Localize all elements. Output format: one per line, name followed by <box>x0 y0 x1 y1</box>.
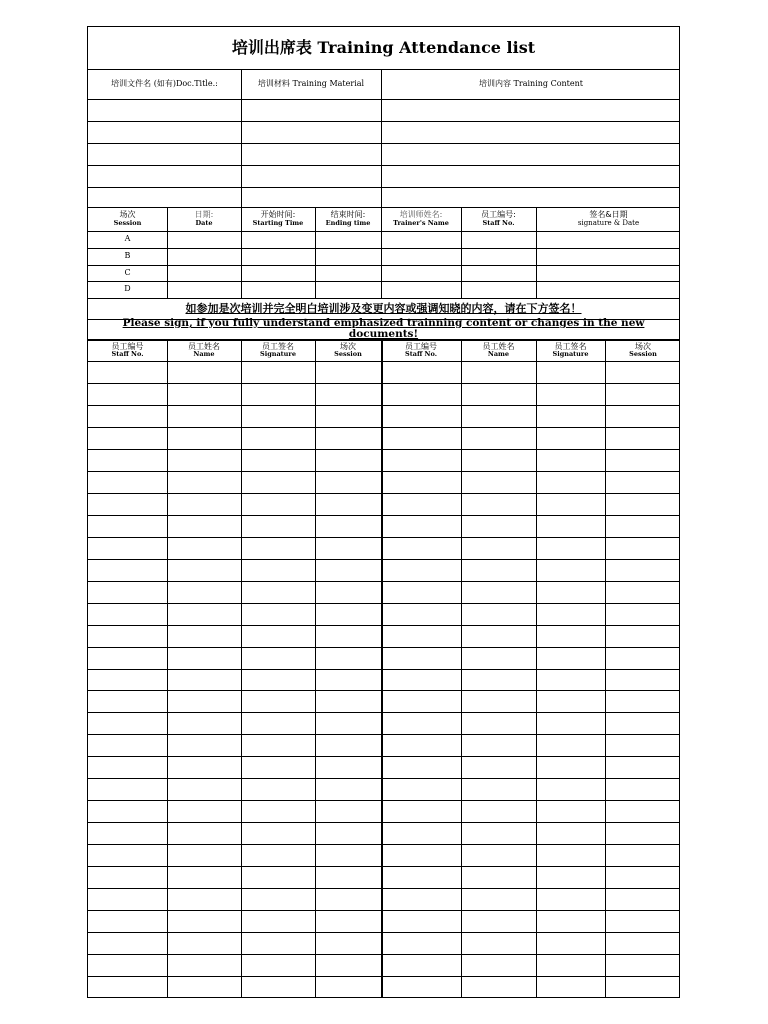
session-header-cell: 签名&日期 signature & Date <box>577 210 640 227</box>
session-label: A <box>124 234 131 244</box>
attendance-row[interactable] <box>88 976 679 998</box>
attendance-header-cell: 员工姓名 Name <box>188 341 220 359</box>
form-title: 培训出席表 Training Attendance list <box>231 37 536 57</box>
attendance-row[interactable] <box>88 910 679 932</box>
attendance-row[interactable] <box>88 690 679 712</box>
content-header: 培训内容 Training Content <box>479 78 583 88</box>
session-header-cell: 结束时间: Ending time <box>325 210 371 227</box>
attendance-header-cell: 员工签名 Signature <box>260 341 296 359</box>
attendance-row[interactable] <box>88 734 679 756</box>
attendance-form <box>87 26 680 998</box>
attendance-header-cell: 员工编号 Staff No. <box>111 341 144 359</box>
attendance-row[interactable] <box>88 427 679 449</box>
session-header-cell: 开始时间: Starting Time <box>252 210 304 227</box>
attendance-header-cell: 员工编号 Staff No. <box>405 341 437 359</box>
attendance-row[interactable] <box>88 932 679 954</box>
session-header-cell: 员工编号: Staff No. <box>481 210 516 227</box>
attendance-row[interactable] <box>88 822 679 844</box>
attendance-row[interactable] <box>88 405 679 427</box>
attendance-row[interactable] <box>88 471 679 493</box>
attendance-row[interactable] <box>88 954 679 976</box>
doc-title-header: 培训文件名 (如有)Doc.Title.: <box>111 78 218 88</box>
session-header-cell: 培训师姓名: Trainer's Name <box>393 210 449 227</box>
attendance-row[interactable] <box>88 559 679 581</box>
attendance-row[interactable] <box>88 647 679 669</box>
attendance-row[interactable] <box>88 581 679 603</box>
attendance-row[interactable] <box>88 844 679 866</box>
material-header: 培训材料 Training Material <box>257 78 365 88</box>
attendance-row[interactable] <box>88 800 679 822</box>
attendance-row[interactable] <box>88 669 679 691</box>
session-label: D <box>124 284 131 294</box>
attendance-header-cell: 场次 Session <box>629 341 657 359</box>
notice-english: Please sign, if you fully understand emphasized trainning content or changes in the new documents! <box>122 316 645 340</box>
attendance-row[interactable] <box>88 515 679 537</box>
attendance-header-cell: 员工姓名 Name <box>482 341 515 359</box>
attendance-row[interactable] <box>88 888 679 910</box>
session-label: C <box>124 267 131 277</box>
attendance-row[interactable] <box>88 449 679 471</box>
attendance-header-cell: 员工签名 Signature <box>552 341 589 359</box>
session-label: B <box>124 250 131 260</box>
session-header-cell: 日期: Date <box>194 210 214 227</box>
attendance-row[interactable] <box>88 361 679 383</box>
attendance-row[interactable] <box>88 625 679 647</box>
attendance-row[interactable] <box>88 603 679 625</box>
attendance-row[interactable] <box>88 383 679 405</box>
attendance-row[interactable] <box>88 866 679 888</box>
attendance-row[interactable] <box>88 756 679 778</box>
attendance-header-cell: 场次 Session <box>334 341 362 359</box>
attendance-row[interactable] <box>88 537 679 559</box>
notice-chinese: 如参加是次培训并完全明白培训涉及变更内容或强调知晓的内容，请在下方签名！ <box>185 301 582 315</box>
attendance-row[interactable] <box>88 712 679 734</box>
attendance-row[interactable] <box>88 778 679 800</box>
attendance-row[interactable] <box>88 493 679 515</box>
session-header-cell: 场次 Session <box>113 210 142 227</box>
